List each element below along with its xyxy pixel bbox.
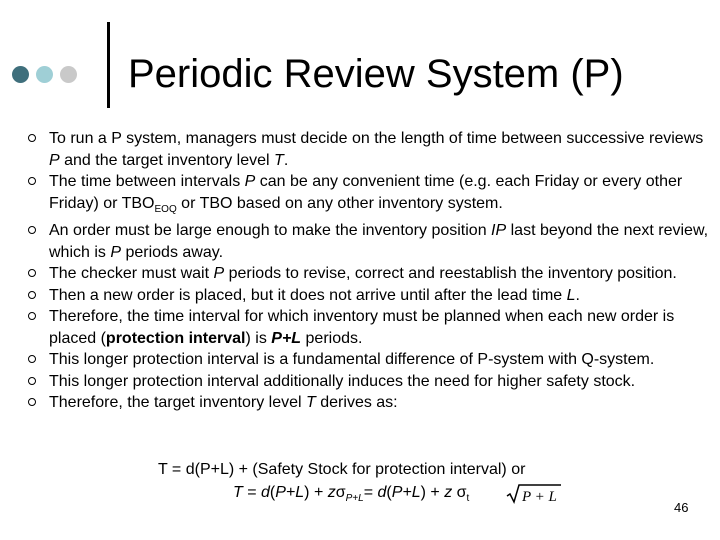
equation-2: $T = d(P+L) + z\sigma_{P+L}= d(P+L) + z$ $\sigma_t$ — [233, 484, 470, 505]
square-root-icon — [505, 482, 563, 506]
bullet-text: This longer protection interval additionally induces the need for higher safety stock. — [49, 372, 636, 390]
bullet-text: Therefore, the time interval for which inventory must be planned when each new order is placed (protection interval) is P+L periods. — [49, 308, 675, 347]
ring-bullet-icon — [28, 398, 36, 406]
bullet-item — [28, 263, 718, 285]
bullet-item — [28, 128, 718, 171]
bullet-text: To run a P system, managers must decide on the length of time between successive reviews P and the target inventory level T. — [49, 130, 704, 169]
bullet-item — [28, 349, 718, 371]
bullet-item — [28, 306, 718, 349]
decoration-dot — [60, 66, 77, 83]
equation-1: T = d(P+L) + (Safety Stock for protection interval) or — [158, 461, 526, 478]
page-number: 46 — [674, 500, 689, 515]
bullet-text: Then a new order is placed, but it does not arrive until after the lead time L. — [49, 286, 580, 304]
bullet-item — [28, 285, 718, 307]
bullet-item — [28, 392, 718, 414]
ring-bullet-icon — [28, 312, 36, 320]
ring-bullet-icon — [28, 177, 36, 185]
bullet-text: This longer protection interval is a fundamental difference of P-system with Q-system. — [49, 351, 655, 369]
decoration-dot — [36, 66, 53, 83]
bullet-item — [28, 220, 718, 263]
ring-bullet-icon — [28, 269, 36, 277]
bullet-item — [28, 171, 718, 220]
bullet-list — [28, 128, 718, 414]
title-divider — [107, 22, 110, 108]
svg-text:P + L: P + L — [522, 489, 557, 505]
slide-title: Periodic Review System (P) — [128, 52, 624, 96]
bullet-item — [28, 371, 718, 393]
ring-bullet-icon — [28, 355, 36, 363]
decoration-dot — [12, 66, 29, 83]
slide-decoration-dots — [12, 66, 77, 84]
ring-bullet-icon — [28, 291, 36, 299]
ring-bullet-icon — [28, 134, 36, 142]
bullet-text: Therefore, the target inventory level T derives as: — [49, 394, 398, 412]
bullet-text: The time between intervals P can be any convenient time (e.g. each Friday or every other Friday) or $TBO_{EOQ}$ or TBO based on any other inventory system. — [49, 173, 683, 215]
ring-bullet-icon — [28, 377, 36, 385]
bullet-text: An order must be large enough to make the inventory position IP last beyond the next review, which is P periods away. — [49, 222, 709, 261]
ring-bullet-icon — [28, 226, 36, 234]
bullet-text: The checker must wait P periods to revise, correct and reestablish the inventory position. — [49, 265, 677, 283]
